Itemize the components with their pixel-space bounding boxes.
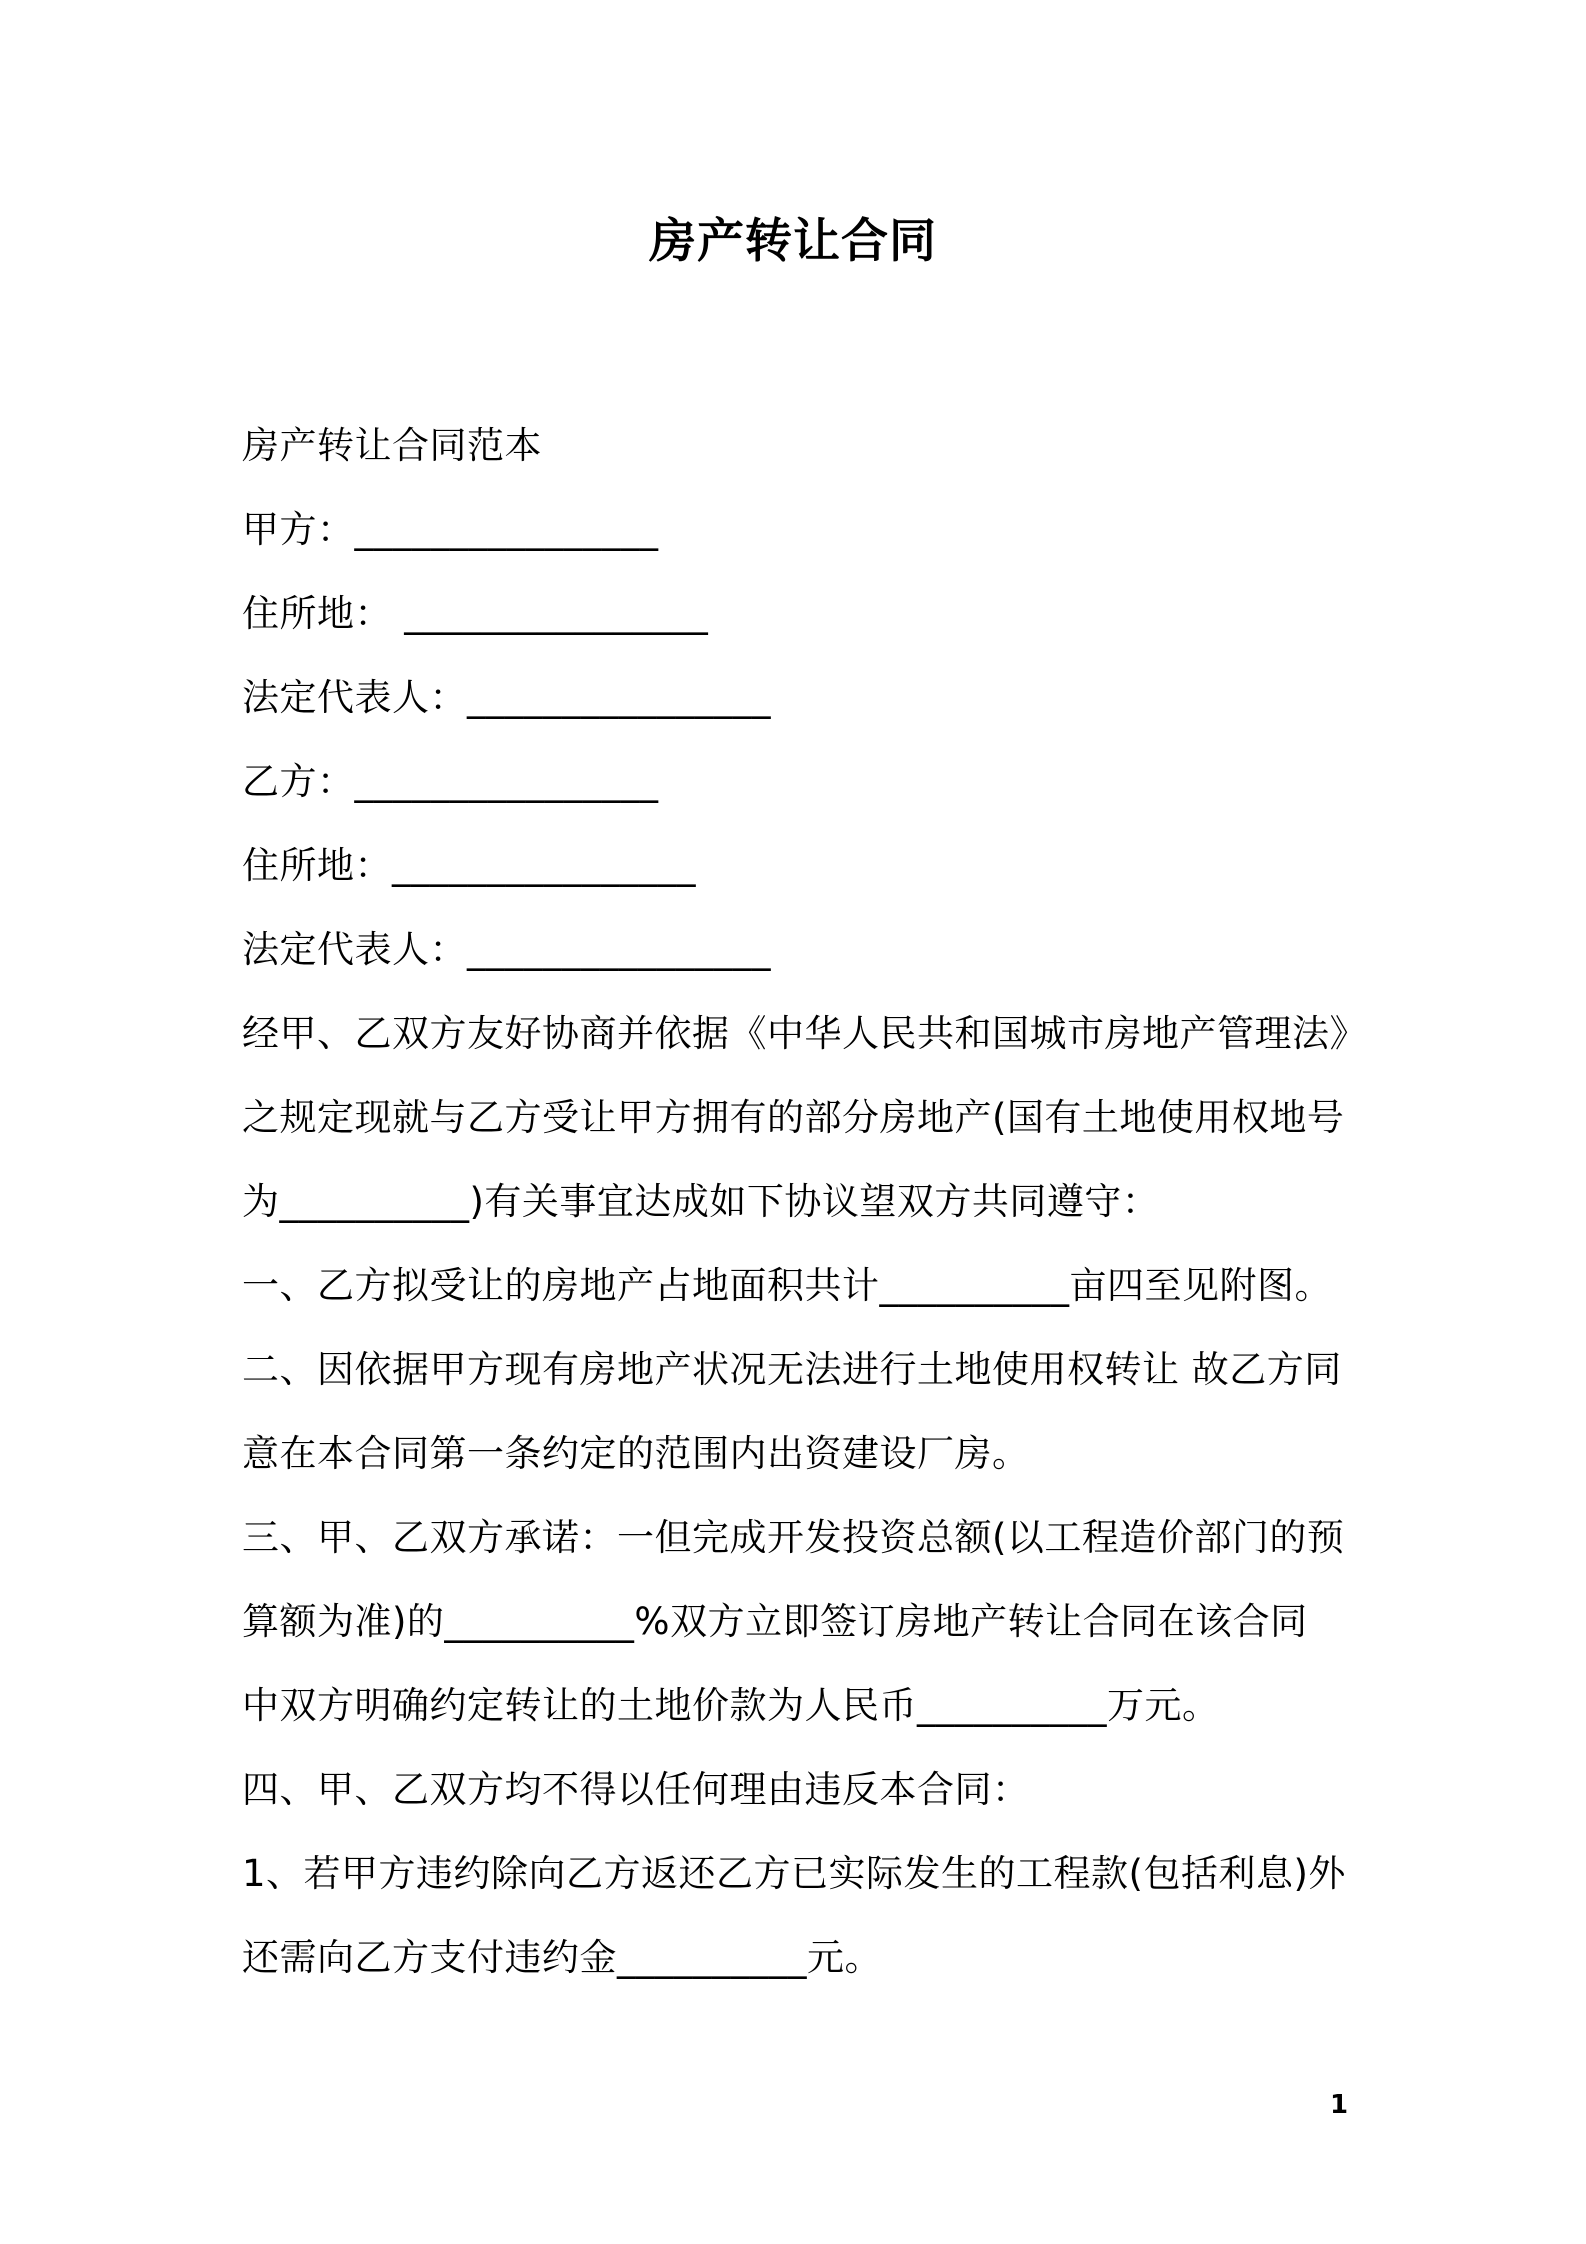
clause-2-line: 意在本合同第一条约定的范围内出资建设厂房。 [242,1432,1030,1475]
clause-2-line: 二、因依据甲方现有房地产状况无法进行土地使用权转让 故乙方同 [242,1348,1342,1391]
clause-4-1-line: 1、若甲方违约除向乙方返还乙方已实际发生的工程款(包括利息)外 [242,1852,1346,1895]
subtitle-line: 房产转让合同范本 [242,424,542,467]
preamble-line: 之规定现就与乙方受让甲方拥有的部分房地产(国有土地使用权地号 [242,1096,1345,1139]
party-b-address-field: 住所地：________________ [242,844,696,887]
page-title: 房产转让合同 [649,214,937,269]
clause-3-line: 三、甲、乙双方承诺：一但完成开发投资总额(以工程造价部门的预 [242,1516,1345,1559]
party-b-field: 乙方：________________ [242,760,659,803]
clause-3-line: 算额为准)的__________%双方立即签订房地产转让合同在该合同 [242,1600,1308,1643]
party-a-field: 甲方：________________ [242,508,659,551]
clause-4-1-line: 还需向乙方支付违约金__________元。 [242,1936,882,1979]
preamble-line: 为__________)有关事宜达成如下协议望双方共同遵守： [242,1180,1160,1223]
page-number: 1 [1330,2090,1349,2120]
clause-4-line: 四、甲、乙双方均不得以任何理由违反本合同： [242,1768,1030,1811]
clause-3-line: 中双方明确约定转让的土地价款为人民币__________万元。 [242,1684,1220,1727]
party-b-representative-field: 法定代表人：________________ [242,928,771,971]
preamble-line: 经甲、乙双方友好协商并依据《中华人民共和国城市房地产管理法》 [242,1012,1367,1055]
document-body [242,404,1367,2000]
party-a-representative-field: 法定代表人：________________ [242,676,771,719]
party-a-address-field: 住所地： ________________ [242,592,709,635]
clause-1-line: 一、乙方拟受让的房地产占地面积共计__________亩四至见附图。 [242,1264,1332,1307]
